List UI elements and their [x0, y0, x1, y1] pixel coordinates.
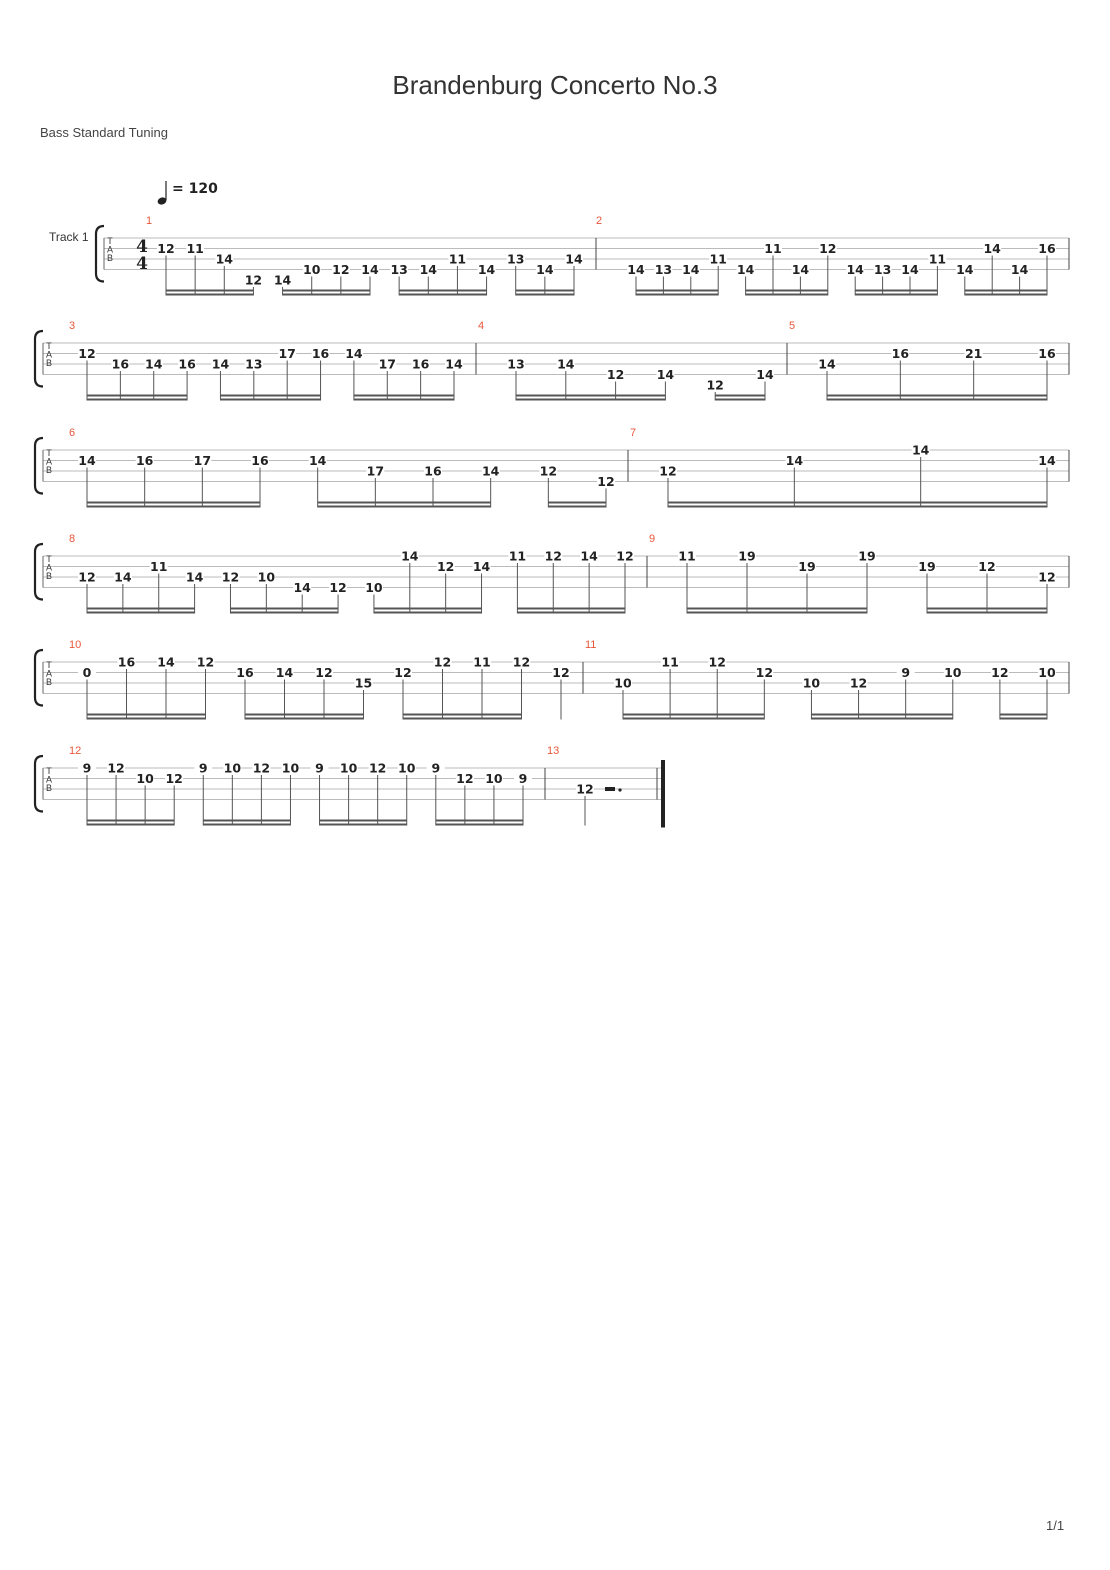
beam [87, 399, 187, 401]
beam [318, 506, 491, 508]
tempo-marking [157, 181, 219, 206]
tab-clef-letter: A [45, 349, 53, 360]
beam [827, 399, 1047, 401]
fret-number: 10 [398, 760, 416, 776]
fret-number: 19 [918, 559, 936, 574]
tab-clef-letter: T [46, 448, 52, 458]
beam [855, 294, 937, 296]
beam [87, 502, 260, 504]
fret-number: 9 [198, 760, 208, 776]
tab-clef-letter: T [46, 341, 52, 351]
tab-clef-letter: T [46, 766, 52, 776]
beam [436, 820, 523, 822]
beam [746, 290, 828, 292]
fret-number: 16 [236, 665, 254, 680]
fret-number: 14 [157, 654, 175, 670]
tab-clef-letter: A [106, 244, 114, 255]
fret-number: 12 [849, 675, 868, 691]
measure-number: 11 [585, 639, 597, 651]
fret-number: 14 [78, 453, 96, 468]
fret-number: 12 [539, 463, 558, 479]
measure-number: 7 [630, 427, 637, 439]
tab-clef-letter: A [45, 562, 53, 573]
fret-number: 16 [117, 654, 136, 670]
fret-number: 17 [278, 346, 296, 361]
beam [283, 294, 370, 296]
fret-number: 14 [1010, 262, 1029, 277]
beam [354, 399, 454, 401]
fret-number: 16 [111, 356, 130, 372]
fret-number: 12 [78, 569, 96, 585]
fret-number: 14 [580, 548, 598, 564]
fret-number: 12 [368, 760, 387, 776]
fret-number: 14 [756, 367, 774, 382]
fret-number: 12 [436, 559, 455, 574]
fret-number: 9 [315, 760, 324, 776]
fret-number: 14 [785, 453, 804, 468]
fret-number: 12 [196, 654, 215, 670]
tuning-label: Bass Standard Tuning [40, 125, 168, 140]
fret-number: 14 [682, 262, 700, 277]
measure-number: 1 [146, 215, 153, 227]
beam [548, 502, 606, 504]
beam [318, 502, 491, 504]
beam [516, 294, 574, 296]
fret-number: 14 [481, 463, 500, 479]
beam [623, 714, 764, 716]
fret-number: 15 [354, 675, 373, 691]
beam [403, 714, 522, 716]
beam [374, 612, 482, 614]
fret-number: 14 [818, 356, 836, 372]
tempo-value: = 120 [172, 181, 218, 197]
beam [399, 294, 486, 296]
beam [636, 294, 718, 296]
beam [517, 608, 625, 610]
tab-system [96, 215, 1069, 296]
beam [811, 714, 952, 716]
staff-bracket [35, 331, 43, 387]
measure-number: 5 [789, 320, 796, 332]
rest-dot-icon [618, 788, 621, 791]
fret-number: 14 [345, 346, 363, 361]
beam [320, 820, 407, 822]
beam [827, 395, 1047, 397]
fret-number: 14 [557, 356, 575, 372]
fret-number: 12 [552, 665, 570, 680]
fret-number: 12 [107, 760, 125, 776]
track-name: Track 1 [49, 230, 89, 244]
fret-number: 17 [193, 453, 212, 468]
fret-number: 16 [1038, 241, 1056, 256]
fret-number: 11 [709, 251, 727, 267]
tab-clef-letter: B [106, 253, 114, 263]
fret-number: 12 [576, 781, 594, 797]
fret-number: 10 [944, 665, 962, 680]
fret-number: 12 [659, 463, 677, 479]
fret-number: 12 [755, 665, 774, 680]
measure-number: 9 [649, 533, 656, 545]
tab-clef-letter: B [45, 358, 53, 368]
fret-number: 10 [223, 760, 242, 776]
beam [87, 506, 260, 508]
fret-number: 12 [329, 580, 347, 595]
fret-number: 13 [507, 356, 525, 372]
fret-number: 14 [275, 665, 294, 680]
beam [516, 399, 665, 401]
fret-number: 10 [365, 580, 383, 595]
fret-number: 12 [433, 654, 452, 670]
fret-number: 17 [378, 356, 396, 372]
fret-number: 12 [706, 377, 724, 393]
fret-number: 14 [361, 262, 379, 277]
fret-number: 10 [485, 771, 503, 786]
beam [715, 395, 765, 397]
fret-number: 11 [186, 241, 204, 256]
fret-number: 10 [802, 675, 821, 691]
staff-bracket [35, 650, 43, 706]
fret-number: 16 [311, 346, 330, 361]
beam [203, 820, 290, 822]
fret-number: 12 [244, 272, 263, 288]
time-signature-top: 4 [136, 237, 148, 257]
measure-number: 4 [478, 320, 485, 332]
fret-number: 12 [978, 559, 996, 574]
fret-number: 13 [390, 262, 408, 277]
beam [746, 294, 828, 296]
beam [811, 718, 952, 720]
beam [320, 824, 407, 826]
fret-number: 12 [606, 367, 625, 382]
tab-system [35, 427, 1069, 508]
fret-number: 14 [956, 262, 974, 277]
fret-number: 12 [1038, 569, 1056, 585]
fret-number: 17 [366, 463, 385, 479]
fret-number: 14 [983, 241, 1001, 256]
measure-number: 13 [547, 745, 560, 757]
fret-number: 19 [798, 559, 816, 574]
fret-number: 11 [448, 251, 467, 267]
fret-number: 14 [627, 262, 645, 277]
fret-number: 14 [911, 442, 930, 458]
tab-clef-letter: T [46, 554, 52, 564]
fret-number: 21 [964, 346, 983, 361]
beam [668, 502, 1047, 504]
beam [230, 608, 338, 610]
fret-number: 13 [873, 262, 892, 277]
fret-number: 14 [145, 356, 163, 372]
fret-number: 9 [82, 760, 92, 776]
beam [220, 399, 320, 401]
fret-number: 14 [293, 580, 311, 595]
fret-number: 10 [303, 262, 321, 277]
fret-number: 12 [78, 346, 96, 361]
staff-bracket [35, 438, 43, 494]
fret-number: 10 [281, 760, 300, 776]
fret-number: 14 [445, 356, 463, 372]
tab-clef-letter: B [45, 465, 53, 475]
fret-number: 16 [135, 453, 154, 468]
fret-number: 12 [991, 665, 1009, 680]
beam [517, 612, 625, 614]
tab-system [35, 745, 665, 828]
fret-number: 11 [928, 251, 947, 267]
fret-number: 14 [656, 367, 675, 382]
beam [687, 612, 867, 614]
fret-number: 12 [332, 262, 350, 277]
tab-clef-letter: B [45, 571, 53, 581]
fret-number: 16 [251, 453, 269, 468]
fret-number: 12 [315, 665, 333, 680]
beam [374, 608, 482, 610]
fret-number: 19 [858, 548, 876, 564]
beam [203, 824, 290, 826]
tab-system [35, 320, 1069, 401]
fret-number: 16 [1038, 346, 1056, 361]
beam [1000, 714, 1047, 716]
fret-number: 19 [738, 548, 756, 564]
beam [516, 395, 665, 397]
beam [283, 290, 370, 292]
tab-clef-letter: B [45, 677, 53, 687]
fret-number: 10 [614, 675, 632, 691]
fret-number: 14 [472, 559, 491, 574]
measure-number: 12 [69, 745, 82, 757]
fret-number: 14 [215, 251, 233, 267]
tab-clef-letter: A [45, 774, 53, 785]
fret-number: 9 [518, 771, 528, 786]
fret-number: 14 [901, 262, 919, 277]
fret-number: 14 [308, 453, 327, 468]
page-title: Brandenburg Concerto No.3 [392, 70, 718, 100]
beam [403, 718, 522, 720]
fret-number: 12 [708, 654, 726, 670]
fret-number: 14 [846, 262, 864, 277]
fret-number: 11 [473, 654, 491, 670]
tab-system [35, 639, 1069, 720]
fret-number: 13 [507, 251, 525, 267]
beam [516, 290, 574, 292]
fret-number: 12 [165, 771, 183, 786]
beam [87, 820, 174, 822]
fret-number: 16 [178, 356, 196, 372]
tab-clef-letter: T [46, 660, 52, 670]
fret-number: 14 [211, 356, 230, 372]
fret-number: 14 [477, 262, 496, 277]
fret-number: 16 [891, 346, 910, 361]
fret-number: 14 [736, 262, 755, 277]
fret-number: 10 [136, 771, 154, 786]
beam [166, 294, 253, 296]
beam [87, 395, 187, 397]
fret-number: 13 [654, 262, 673, 277]
beam [965, 290, 1047, 292]
fret-number: 9 [431, 760, 441, 776]
beam [87, 714, 206, 716]
beam [87, 608, 195, 610]
page-number: 1/1 [1046, 1518, 1065, 1533]
beam [927, 608, 1047, 610]
fret-number: 14 [419, 262, 437, 277]
fret-number: 12 [221, 569, 240, 585]
fret-number: 14 [185, 569, 204, 585]
final-barline-thick [661, 760, 665, 828]
fret-number: 12 [544, 548, 562, 564]
fret-number: 11 [150, 559, 168, 574]
beam [965, 294, 1047, 296]
beam [855, 290, 937, 292]
fret-number: 11 [678, 548, 696, 564]
beam [87, 824, 174, 826]
fret-number: 16 [424, 463, 442, 479]
beam [87, 718, 206, 720]
fret-number: 12 [616, 548, 634, 564]
fret-number: 14 [791, 262, 810, 277]
fret-number: 0 [82, 665, 92, 680]
beam [668, 506, 1047, 508]
tab-clef-letter: T [107, 236, 113, 246]
beam [230, 612, 338, 614]
beam [548, 506, 606, 508]
fret-number: 13 [245, 356, 263, 372]
fret-number: 11 [661, 654, 679, 670]
fret-number: 12 [819, 241, 837, 256]
beam [245, 714, 364, 716]
half-rest-icon [605, 787, 615, 791]
fret-number: 12 [597, 474, 615, 489]
fret-number: 12 [456, 771, 474, 786]
fret-number: 12 [512, 654, 531, 670]
beam [166, 290, 253, 292]
beam [927, 612, 1047, 614]
beam [636, 290, 718, 292]
measure-number: 8 [69, 533, 76, 545]
tab-system [35, 533, 1069, 614]
beam [399, 290, 486, 292]
fret-number: 12 [394, 665, 412, 680]
beam [715, 399, 765, 401]
staff-bracket [35, 756, 43, 812]
staff-bracket [96, 226, 104, 282]
measure-number: 3 [69, 320, 76, 332]
measure-number: 2 [596, 215, 603, 227]
fret-number: 10 [339, 760, 358, 776]
beam [687, 608, 867, 610]
measure-number: 10 [69, 639, 82, 651]
fret-number: 11 [764, 241, 782, 256]
fret-number: 14 [565, 251, 583, 267]
measure-number: 6 [69, 427, 76, 439]
fret-number: 14 [536, 262, 554, 277]
fret-number: 14 [273, 272, 292, 288]
tab-clef-letter: A [45, 456, 53, 467]
beam [1000, 718, 1047, 720]
staff-bracket [35, 544, 43, 600]
fret-number: 11 [508, 548, 527, 564]
beam [436, 824, 523, 826]
fret-number: 12 [157, 241, 175, 256]
fret-number: 10 [1038, 665, 1056, 680]
time-signature-bottom: 4 [136, 254, 148, 274]
fret-number: 14 [401, 548, 419, 564]
fret-number: 16 [411, 356, 430, 372]
beam [354, 395, 454, 397]
beam [220, 395, 320, 397]
beam [623, 718, 764, 720]
fret-number: 12 [252, 760, 271, 776]
fret-number: 9 [901, 665, 911, 680]
beam [87, 612, 195, 614]
beam [245, 718, 364, 720]
fret-number: 14 [1038, 453, 1056, 468]
tab-clef-letter: A [45, 668, 53, 679]
fret-number: 10 [257, 569, 276, 585]
fret-number: 14 [114, 569, 132, 585]
tab-clef-letter: B [45, 783, 53, 793]
